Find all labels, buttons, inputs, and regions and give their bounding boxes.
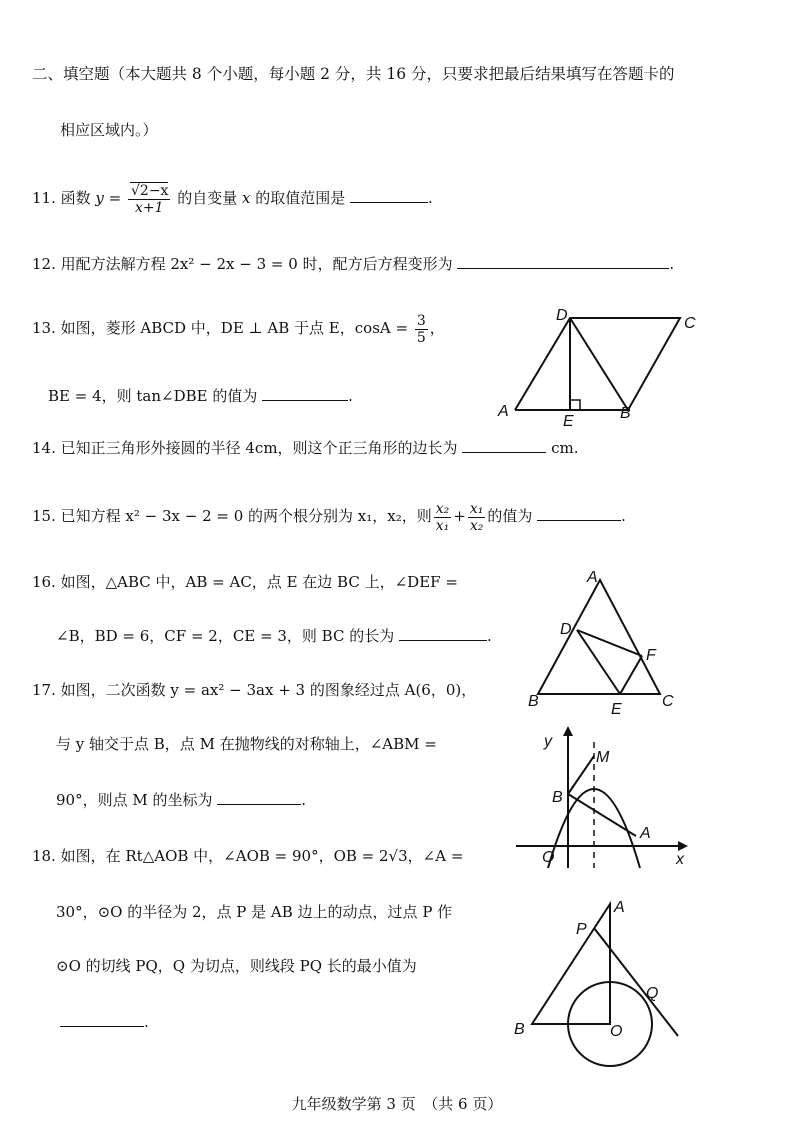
section-heading-cont: 相应区域内。）: [60, 121, 158, 139]
label-p: P: [576, 921, 587, 938]
label-m: M: [596, 749, 610, 766]
question-16: 16. 如图，△ABC 中，AB = AC，点 E 在边 BC 上，∠DEF =: [32, 573, 458, 591]
label-x: x: [676, 851, 684, 868]
label-d: D: [556, 307, 568, 324]
question-18-line2: 30°，⊙O 的半径为 2，点 P 是 AB 边上的动点，过点 P 作: [56, 903, 453, 921]
figure-13-rhombus: [490, 306, 710, 430]
answer-blank-13[interactable]: [262, 386, 348, 401]
label-c: C: [684, 315, 696, 332]
question-17-line2: 与 y 轴交于点 B，点 M 在抛物线的对称轴上，∠ABM =: [56, 735, 437, 753]
question-15: 15. 已知方程 x² − 3x − 2 = 0 的两个根分别为 x₁，x₂，则 $\frac{\text{x₂}}{\text{x₁}}$ + $\frac{\text{x₁}}{\text{x₂}}$ 的值为 .: [32, 500, 626, 534]
label-c: C: [662, 693, 674, 710]
label-o: O: [610, 1023, 623, 1040]
question-14: 14. 已知正三角形外接圆的半径 4cm，则这个正三角形的边长为 cm.: [32, 439, 579, 457]
label-b: B: [528, 693, 539, 710]
label-d: D: [560, 621, 572, 638]
answer-blank-16[interactable]: [399, 626, 487, 641]
answer-blank-15[interactable]: [537, 506, 621, 521]
label-b: B: [514, 1021, 525, 1038]
label-a: A: [498, 403, 509, 420]
answer-blank-11[interactable]: [350, 188, 428, 203]
question-11: 11. 函数 y = $\frac{√2-x}{x+1}$ 的自变量 x 的取值范围是 .: [32, 182, 433, 216]
label-b: B: [620, 405, 631, 422]
question-13: 13. 如图，菱形 ABCD 中，DE ⊥ AB 于点 E，cosA = $\frac{3}{5}$ ，: [32, 312, 445, 346]
figure-16-triangle: [520, 568, 700, 718]
label-f: F: [646, 647, 656, 664]
question-13-line2: BE = 4，则 tan∠DBE 的值为 .: [48, 387, 353, 405]
answer-blank-14[interactable]: [462, 438, 546, 453]
label-e: E: [611, 701, 622, 718]
label-q: Q: [646, 985, 659, 1002]
label-a: A: [587, 569, 598, 586]
page-footer: 九年级数学第 3 页 （共 6 页）: [291, 1095, 503, 1113]
question-17-line3: 90°，则点 M 的坐标为 .: [56, 791, 307, 809]
label-b: B: [552, 789, 563, 806]
label-a: A: [614, 899, 625, 916]
answer-blank-17[interactable]: [217, 790, 301, 805]
section-heading: 二、填空题（本大题共 8 个小题，每小题 2 分，共 16 分，只要求把最后结果填写在答题卡的: [32, 65, 675, 83]
figure-18-triangle-circle: [510, 898, 700, 1078]
label-e: E: [563, 413, 574, 430]
label-a: A: [640, 825, 651, 842]
question-16-line2: ∠B，BD = 6，CF = 2，CE = 3，则 BC 的长为 .: [56, 627, 492, 645]
answer-blank-18[interactable]: [60, 1012, 144, 1027]
question-17: 17. 如图，二次函数 y = ax² − 3ax + 3 的图象经过点 A(6，0)，: [32, 681, 477, 699]
question-12: 12. 用配方法解方程 2x² − 2x − 3 = 0 时，配方后方程变形为 .: [32, 255, 675, 273]
question-18-line4: .: [60, 1012, 149, 1032]
answer-blank-12[interactable]: [457, 254, 669, 269]
question-18: 18. 如图，在 Rt△AOB 中，∠AOB = 90°，OB = 2√3，∠A =: [32, 847, 464, 865]
figure-17-parabola: [512, 722, 702, 872]
label-o: O: [542, 849, 555, 866]
label-y: y: [544, 733, 552, 750]
question-18-line3: ⊙O 的切线 PQ，Q 为切点，则线段 PQ 长的最小值为: [56, 957, 417, 975]
